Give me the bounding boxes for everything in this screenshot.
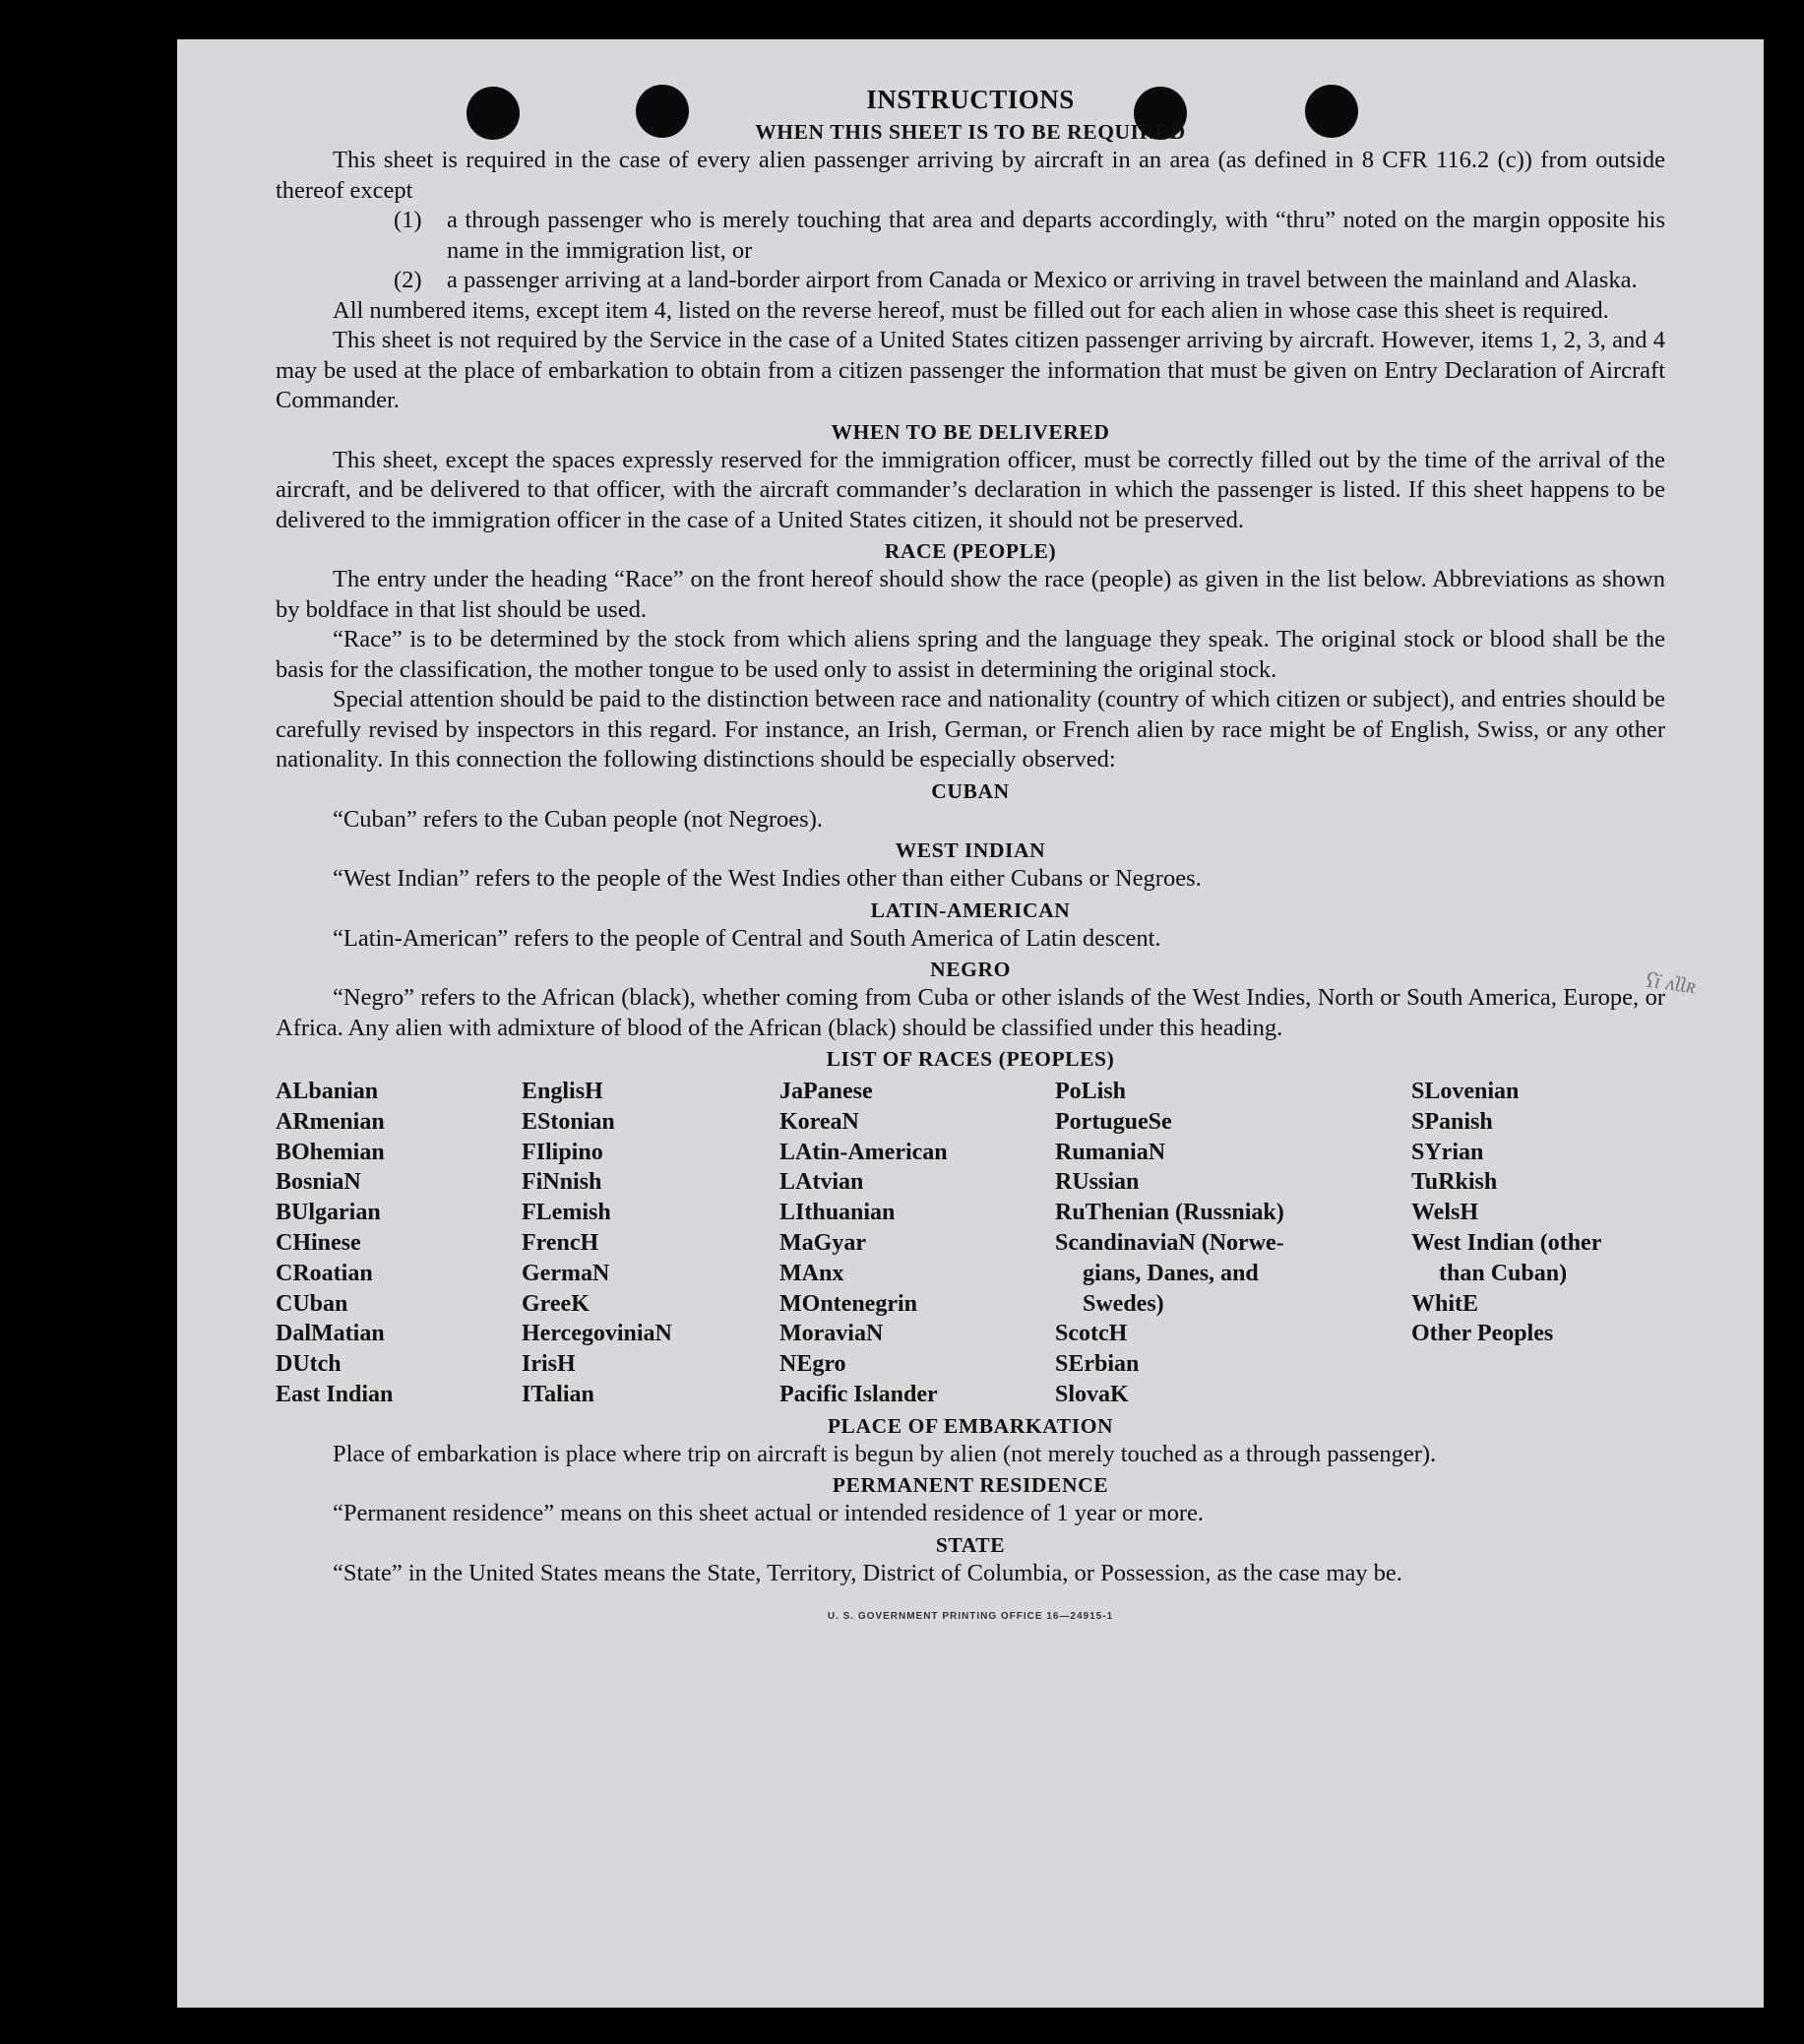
paragraph: “State” in the United States means the State, Territory, District of Columbia, or Possession, as the case may be. [333, 1559, 1402, 1586]
heading-residence: PERMANENT RESIDENCE [832, 1473, 1109, 1498]
race-entry: Other Peoples [1411, 1321, 1554, 1347]
page-title: INSTRUCTIONS [866, 85, 1075, 114]
race-entry: than Cuban) [1439, 1260, 1568, 1286]
race-entry: LAtin-American [779, 1139, 948, 1165]
item-text: a passenger arriving at a land-border airport from Canada or Mexico or arriving in travel between the mainland and Alaska. [447, 267, 1638, 293]
races-list [276, 1077, 1665, 1410]
document-page [177, 39, 1764, 2008]
list-item [394, 206, 1665, 266]
race-entry: PortugueSe [1055, 1108, 1172, 1135]
race-entry: ALbanian [276, 1079, 379, 1104]
race-entry: LAtvian [779, 1169, 864, 1196]
race-entry: CUban [276, 1290, 348, 1317]
race-entry: BosniaN [276, 1169, 361, 1196]
handwritten-margin-mark: ʕї ʌʅʅʀ [1644, 966, 1698, 999]
race-entry: WhitE [1411, 1290, 1479, 1317]
race-entry: East Indian [276, 1381, 394, 1407]
race-entry: BUlgarian [276, 1200, 381, 1226]
paragraph: Special attention should be paid to the distinction between race and nationality (country of which citizen or subject), and entries should be carefully revised by inspectors in this regard. For instance, an Irish, German, or French alien by race might be of English, Swiss, or any other nationality. In this connection the following distinctions should be especially observed: [276, 686, 1665, 773]
race-entry: LIthuanian [779, 1200, 896, 1226]
races-column [1411, 1077, 1665, 1410]
race-entry: MOntenegrin [779, 1290, 917, 1317]
list-item [394, 266, 1665, 296]
paragraph: This sheet is required in the case of every alien passenger arriving by aircraft in an area (as defined in 8 CFR 116.2 (c)) from outside thereof except [276, 147, 1665, 204]
race-entry: IrisH [522, 1351, 576, 1378]
heading-when-delivered: WHEN TO BE DELIVERED [831, 419, 1110, 444]
heading-race: RACE (PEOPLE) [884, 539, 1057, 563]
race-entry: Pacific Islander [779, 1381, 938, 1407]
paragraph: The entry under the heading “Race” on the front hereof should show the race (people) as given in the list below. Abbreviations as shown by boldface in that list should be used. [276, 566, 1665, 623]
race-entry: RuThenian (Russniak) [1055, 1200, 1284, 1226]
item-text: a through passenger who is merely touching that area and departs accordingly, with “thru” noted on the margin opposite his name in the immigration list, or [447, 207, 1665, 264]
paragraph: Place of embarkation is place where trip on aircraft is begun by alien (not merely touched as a through passenger). [333, 1440, 1437, 1467]
race-entry: KoreaN [779, 1108, 859, 1135]
race-entry: EStonian [522, 1108, 615, 1135]
printer-imprint: U. S. GOVERNMENT PRINTING OFFICE 16—24915-1 [827, 1611, 1114, 1623]
heading-cuban: CUBAN [931, 778, 1010, 803]
race-entry: MaGyar [779, 1229, 866, 1256]
race-entry: JaPanese [779, 1079, 873, 1104]
race-entry: EnglisH [522, 1079, 603, 1104]
race-entry: HercegoviniaN [522, 1321, 672, 1347]
instructions-text [276, 83, 1665, 1633]
races-column [276, 1077, 522, 1410]
race-entry: SLovenian [1411, 1079, 1520, 1104]
races-column [779, 1077, 1055, 1410]
race-entry: SErbian [1055, 1351, 1140, 1378]
race-entry: ARmenian [276, 1108, 385, 1135]
race-entry: BOhemian [276, 1139, 385, 1165]
race-entry: SYrian [1411, 1139, 1484, 1165]
race-entry: GreeK [522, 1290, 590, 1317]
race-entry: ScandinaviaN (Norwe- [1055, 1229, 1284, 1256]
race-entry: West Indian (other [1411, 1229, 1602, 1256]
paragraph: “Permanent residence” means on this sheet actual or intended residence of 1 year or more. [333, 1500, 1205, 1527]
paragraph: “Negro” refers to the African (black), whether coming from Cuba or other islands of the West Indies, North or South America, Europe, or Africa. Any alien with admixture of blood of the African (black) should be classified under this heading. [276, 984, 1665, 1041]
race-entry: DalMatian [276, 1321, 385, 1347]
race-entry: PoLish [1055, 1079, 1127, 1104]
paragraph: “West Indian” refers to the people of the West Indies other than either Cubans or Negroes. [333, 865, 1202, 892]
race-entry: MoraviaN [779, 1321, 884, 1347]
race-entry: CRoatian [276, 1260, 373, 1286]
race-entry: NEgro [779, 1351, 846, 1378]
race-entry: FLemish [522, 1200, 611, 1226]
heading-west-indian: WEST INDIAN [895, 838, 1046, 862]
paragraph: “Cuban” refers to the Cuban people (not Negroes). [333, 805, 823, 833]
races-column [1055, 1077, 1411, 1410]
paragraph: “Latin-American” refers to the people of Central and South America of Latin descent. [333, 924, 1161, 952]
paragraph: “Race” is to be determined by the stock from which aliens spring and the language they speak. The original stock or blood shall be the basis for the classification, the mother tongue to be used only to assist in determining the original stock. [276, 626, 1665, 683]
race-entry: FIlipino [522, 1139, 603, 1165]
race-entry: Swedes) [1083, 1290, 1164, 1317]
race-entry: FiNnish [522, 1169, 602, 1196]
race-entry: GermaN [522, 1260, 610, 1286]
race-entry: RUssian [1055, 1169, 1140, 1196]
race-entry: FrencH [522, 1229, 599, 1256]
race-entry: SPanish [1411, 1108, 1493, 1135]
heading-negro: NEGRO [930, 958, 1011, 981]
race-entry: MAnx [779, 1260, 844, 1286]
race-entry: DUtch [276, 1351, 342, 1378]
race-entry: gians, Danes, and [1083, 1260, 1259, 1286]
item-number: (1) [394, 207, 422, 233]
paragraph: This sheet, except the spaces expressly reserved for the immigration officer, must be correctly filled out by the time of the arrival of the aircraft, and be delivered to that officer, with the aircraft commander’s declaration in which the passenger is listed. If this sheet happens to be delivered to the immigration officer in the case of a United States citizen, it should not be preserved. [276, 446, 1665, 533]
heading-when-required: WHEN THIS SHEET IS TO BE REQUIRED [755, 120, 1186, 144]
paragraph: All numbered items, except item 4, listed on the reverse hereof, must be filled out for each alien in whose case this sheet is required. [333, 296, 1609, 324]
heading-embarkation: PLACE OF EMBARKATION [827, 1413, 1114, 1438]
race-entry: RumaniaN [1055, 1139, 1166, 1165]
race-entry: ScotcH [1055, 1321, 1128, 1347]
race-entry: TuRkish [1411, 1169, 1498, 1196]
race-entry: WelsH [1411, 1200, 1479, 1226]
item-number: (2) [394, 267, 422, 293]
heading-list-of-races: LIST OF RACES (PEOPLES) [826, 1047, 1115, 1071]
race-entry: CHinese [276, 1229, 361, 1256]
races-column [522, 1077, 779, 1410]
heading-state: STATE [935, 1532, 1006, 1557]
paragraph: This sheet is not required by the Service in the case of a United States citizen passenger arriving by aircraft. However, items 1, 2, 3, and 4 may be used at the place of embarkation to obtain from a citizen passenger the information that must be given on Entry Declaration of Aircraft Commander. [276, 327, 1665, 413]
race-entry: ITalian [522, 1381, 594, 1407]
heading-latin-american: LATIN-AMERICAN [870, 898, 1071, 922]
race-entry: SlovaK [1055, 1381, 1129, 1407]
